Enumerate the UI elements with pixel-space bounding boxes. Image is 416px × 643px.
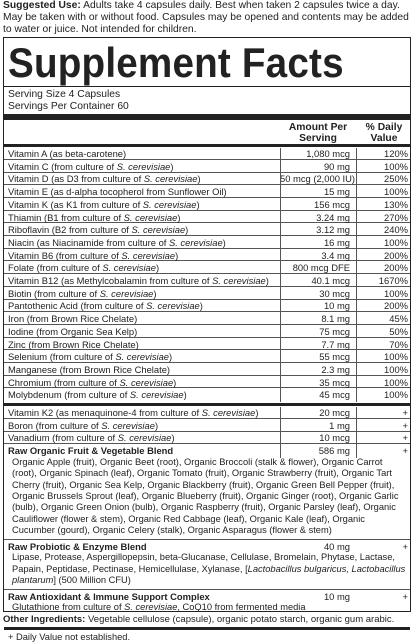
nutrient-daily-value: 100% bbox=[384, 160, 408, 172]
antioxidant-species: S. cerevisiae bbox=[124, 602, 178, 613]
nutrient-daily-value: 200% bbox=[384, 262, 408, 274]
nutrient-amount: 800 mcg DFE bbox=[292, 262, 350, 274]
fruit-vegetable-blend-header-row bbox=[4, 445, 410, 457]
nutrient-amount: 40.1 mcg bbox=[311, 275, 350, 286]
nutrient-name: Vitamin E (as d-alpha tocopherol from Sunflower Oil) bbox=[8, 186, 227, 198]
nutrient-name: Vitamin K (as K1 from culture of S. cerevisiae) bbox=[8, 198, 200, 210]
nutrient-row bbox=[4, 407, 410, 419]
antioxidant-immune-complex-header-row bbox=[4, 591, 410, 603]
nutrient-species: S. cerevisiae bbox=[169, 236, 223, 248]
nutrient-amount: 8.1 mg bbox=[321, 313, 350, 325]
thick-rule-header bbox=[4, 144, 410, 147]
nutrient-name: Vitamin C (from culture of S. cerevisiae) bbox=[8, 160, 174, 172]
nutrient-daily-value: + bbox=[402, 419, 408, 431]
nutrient-amount: 15 mg bbox=[323, 186, 350, 198]
header-amount-per-serving bbox=[280, 122, 356, 144]
nutrient-daily-value: 100% bbox=[384, 236, 408, 248]
nutrient-daily-value: 100% bbox=[384, 389, 408, 401]
thick-rule-bottom bbox=[4, 627, 410, 630]
nutrient-row bbox=[4, 262, 410, 274]
fruit-vegetable-blend-amount: 586 mg bbox=[318, 445, 350, 457]
nutrient-name: Zinc (from Brown Rice Chelate) bbox=[8, 338, 139, 350]
nutrient-row bbox=[4, 275, 410, 287]
nutrient-row bbox=[4, 186, 410, 198]
antioxidant-immune-complex-ingredients: Glutathione from culture of S. cerevisiae, CoQ10 from fermented media bbox=[12, 602, 306, 613]
nutrient-row bbox=[4, 161, 410, 173]
header-dv-line2: Value bbox=[370, 133, 398, 144]
title-rule bbox=[4, 86, 410, 87]
other-ingredients-text: Vegetable cellulose (capsule), organic potato starch, organic gum arabic. bbox=[87, 614, 395, 625]
antioxidant-immune-complex-name: Raw Antioxidant & Immune Support Complex bbox=[8, 590, 210, 602]
suggested-use-text bbox=[3, 0, 413, 35]
nutrient-daily-value: 250% bbox=[384, 173, 408, 185]
panel-title: Supplement Facts bbox=[8, 39, 344, 86]
nutrient-species: S. cerevisiae bbox=[131, 224, 186, 236]
nutrient-name: Molybdenum (from culture of S. cerevisiae) bbox=[8, 389, 187, 401]
fruit-vegetable-blend-separator bbox=[4, 539, 410, 540]
column-divider bbox=[356, 407, 357, 458]
nutrient-species: S. cerevisiae bbox=[99, 287, 154, 299]
fruit-vegetable-blend-ingredients: Organic Apple (fruit), Organic Beet (root), Organic Broccoli (stalk & flower), Organic Carrot (root), Organic Spinach (leaf), Organic Tomato (fruit), Organic Strawberry (fruit), Organic Tart Cherry (fruit), Organic Sea Kelp, Organic Blackberry (fruit), Organic Green Bell Pepper (fruit), Organic Brussels Sprout (leaf), Organic Blueberry (fruit), Organic Ginger (root), Organic Garlic (bulb), Organic Green Onion (bulb), Organic Raspberry (fruit), Organic Parsley (leaf), Organic Cauliflower (flower & stem), Organic Red Cabbage (leaf), Organic Kale (leaf), Organic Cucumber (gourd), Organic Celery (stalk), Organic Asparagus (flower & stem) bbox=[12, 456, 399, 536]
nutrient-amount: 35 mcg bbox=[319, 376, 350, 388]
nutrient-amount: 20 mcg bbox=[319, 407, 350, 418]
nutrient-amount: 75 mcg bbox=[319, 325, 350, 337]
nutrient-daily-value: 130% bbox=[384, 198, 408, 210]
nutrient-species: S. cerevisiae bbox=[121, 249, 176, 261]
nutrient-name: Boron (from culture of S. cerevisiae) bbox=[8, 419, 159, 431]
servings-per-container: Servings Per Container 60 bbox=[8, 101, 129, 112]
nutrient-name: Selenium (from culture of S. cerevisiae) bbox=[8, 351, 173, 363]
nutrient-daily-value: 50% bbox=[389, 325, 408, 337]
footnote: + Daily Value not established. bbox=[8, 632, 131, 642]
nutrient-amount: 3.24 mg bbox=[316, 211, 350, 223]
nutrient-name: Folate (from culture of S. cerevisiae) bbox=[8, 262, 160, 274]
nutrient-amount: 10 mg bbox=[323, 300, 350, 312]
nutrient-amount: 10 mcg bbox=[319, 432, 350, 444]
nutrient-row bbox=[4, 326, 410, 338]
nutrient-name: Pantothenic Acid (from culture of S. cerevisiae) bbox=[8, 300, 203, 312]
nutrient-name: Iron (from Brown Rice Chelate) bbox=[8, 313, 138, 325]
nutrient-row bbox=[4, 199, 410, 211]
nutrient-daily-value: 70% bbox=[389, 338, 408, 350]
nutrient-species: S. cerevisiae bbox=[119, 376, 174, 388]
nutrient-daily-value: 45% bbox=[389, 313, 408, 325]
nutrient-row bbox=[4, 288, 410, 300]
nutrient-species: S. cerevisiae bbox=[116, 160, 171, 172]
nutrient-daily-value: 100% bbox=[384, 376, 408, 388]
nutrient-amount: 1,080 mcg bbox=[306, 148, 350, 159]
nutrient-species: S. cerevisiae bbox=[101, 419, 155, 431]
nutrient-species: S. cerevisiae bbox=[102, 262, 156, 274]
nutrient-amount: 1 mg bbox=[329, 419, 350, 431]
nutrient-row bbox=[4, 212, 410, 224]
nutrient-amount: 55 mcg bbox=[319, 351, 350, 363]
nutrient-amount: 2.3 mg bbox=[321, 363, 350, 375]
nutrient-daily-value: 100% bbox=[384, 363, 408, 375]
nutrient-daily-value: 1670% bbox=[378, 275, 408, 286]
nutrient-row bbox=[4, 250, 410, 262]
nutrient-name: Niacin (as Niacinamide from culture of S. cerevisiae) bbox=[8, 236, 226, 248]
nutrient-row bbox=[4, 148, 410, 160]
nutrient-amount: 30 mcg bbox=[319, 287, 350, 299]
nutrient-row bbox=[4, 313, 410, 325]
nutrient-row bbox=[4, 351, 410, 363]
nutrient-amount: 3.12 mg bbox=[316, 224, 350, 236]
nutrient-row bbox=[4, 432, 410, 444]
nutrient-row bbox=[4, 173, 410, 185]
probiotic-enzyme-blend-name: Raw Probiotic & Enzyme Blend bbox=[8, 540, 147, 552]
nutrient-amount: 50 mcg (2,000 IU) bbox=[280, 173, 356, 185]
probiotic-enzyme-blend-ingredients: Lipase, Protease, Aspergillopepsin, beta-Glucanase, Cellulase, Bromelain, Phytase, Lactase, Papain, Peptidase, Pectinase, Hemicellulase, Xylanase, [Lactobacillus bulgaricus, Lactobacillus plantarum] (500 Million CFU) bbox=[12, 552, 406, 586]
column-divider bbox=[280, 148, 281, 402]
nutrient-species: S. cerevisiae bbox=[129, 389, 184, 401]
antioxidant-immune-complex-amount: 10 mg bbox=[323, 590, 350, 602]
nutrient-amount: 16 mg bbox=[323, 236, 350, 248]
nutrient-daily-value: 100% bbox=[384, 186, 408, 198]
nutrient-row bbox=[4, 237, 410, 249]
nutrient-amount: 45 mcg bbox=[319, 389, 350, 401]
probiotic-enzyme-blend-amount: 40 mg bbox=[323, 540, 350, 552]
fruit-vegetable-blend-daily-value: + bbox=[402, 445, 408, 457]
nutrient-row bbox=[4, 364, 410, 376]
nutrient-daily-value: 200% bbox=[384, 300, 408, 312]
nutrient-name: Vitamin A (as beta-carotene) bbox=[8, 148, 127, 159]
header-amount-line1: Amount Per bbox=[288, 122, 348, 133]
header-dv-line1: % Daily bbox=[365, 122, 403, 133]
suggested-use-body: Adults take 4 capsules daily. Best when taken 2 capsules twice a day. May be taken with or without food. Capsules may be opened and contents may be added to water or juice. Not intended for children. bbox=[3, 0, 409, 35]
nutrient-species: S. cerevisiae bbox=[143, 173, 198, 185]
nutrient-daily-value: 240% bbox=[384, 224, 408, 236]
header-amount-line2: Serving bbox=[299, 133, 337, 144]
nutrient-name: Iodine (from Organic Sea Kelp) bbox=[8, 325, 138, 337]
thick-rule-middle bbox=[4, 403, 410, 406]
nutrient-amount: 90 mg bbox=[323, 160, 350, 172]
nutrient-species: S. cerevisiae bbox=[117, 432, 172, 444]
serving-size: Serving Size 4 Capsules bbox=[8, 89, 121, 100]
nutrient-species: S. cerevisiae bbox=[201, 407, 256, 418]
nutrient-amount: 7.7 mg bbox=[321, 338, 350, 350]
nutrient-daily-value: 120% bbox=[384, 148, 408, 159]
other-ingredients bbox=[3, 614, 413, 625]
column-divider bbox=[356, 148, 357, 402]
antioxidant-immune-complex-daily-value: + bbox=[402, 590, 408, 602]
nutrient-name: Manganese (from Brown Rice Chelate) bbox=[8, 363, 171, 375]
fruit-vegetable-blend-name: Raw Organic Fruit & Vegetable Blend bbox=[8, 445, 174, 457]
probiotic-strains: Lactobacillus bulgaricus, Lactobacillus plantarum bbox=[12, 563, 406, 586]
suggested-use-label: Suggested Use: bbox=[3, 0, 81, 11]
nutrient-name: Thiamin (B1 from culture of S. cerevisiae) bbox=[8, 211, 181, 223]
nutrient-daily-value: 200% bbox=[384, 249, 408, 261]
nutrient-name: Vitamin K2 (as menaquinone-4 from culture of S. cerevisiae) bbox=[8, 407, 259, 418]
nutrient-species: S. cerevisiae bbox=[123, 211, 178, 223]
thick-rule-top bbox=[4, 114, 410, 120]
nutrient-name: Chromium (from culture of S. cerevisiae) bbox=[8, 376, 177, 388]
probiotic-enzyme-blend-separator bbox=[4, 589, 410, 590]
nutrient-daily-value: + bbox=[402, 407, 408, 418]
nutrient-row bbox=[4, 339, 410, 351]
nutrient-row bbox=[4, 224, 410, 236]
nutrient-name: Vanadium (from culture of S. cerevisiae) bbox=[8, 432, 175, 444]
nutrient-species: S. cerevisiae bbox=[115, 351, 170, 363]
nutrient-daily-value: 100% bbox=[384, 287, 408, 299]
column-divider bbox=[280, 407, 281, 458]
nutrient-name: Biotin (from culture of S. cerevisiae) bbox=[8, 287, 157, 299]
other-ingredients-label: Other Ingredients: bbox=[3, 614, 86, 625]
nutrient-row bbox=[4, 420, 410, 432]
nutrient-row bbox=[4, 377, 410, 389]
nutrient-name: Vitamin D (as D3 from culture of S. cerevisiae) bbox=[8, 173, 201, 185]
nutrient-species: S. cerevisiae bbox=[142, 198, 197, 210]
nutrient-amount: 156 mcg bbox=[314, 198, 350, 210]
nutrient-daily-value: 270% bbox=[384, 211, 408, 223]
nutrient-species: S. cerevisiae bbox=[146, 300, 200, 312]
nutrient-species: S. cerevisiae bbox=[212, 275, 266, 286]
probiotic-enzyme-blend-daily-value: + bbox=[402, 540, 408, 552]
nutrient-row bbox=[4, 389, 410, 401]
nutrient-name: Vitamin B6 (from culture of S. cerevisiae) bbox=[8, 249, 179, 261]
nutrient-name: Riboflavin (B2 from culture of S. cerevisiae) bbox=[8, 224, 189, 236]
nutrient-row bbox=[4, 300, 410, 312]
nutrient-name: Vitamin B12 (as Methylcobalamin from culture of S. cerevisiae) bbox=[8, 275, 269, 286]
nutrient-amount: 3.4 mg bbox=[321, 249, 350, 261]
nutrient-daily-value: + bbox=[402, 432, 408, 444]
header-daily-value bbox=[356, 122, 412, 144]
probiotic-enzyme-blend-header-row bbox=[4, 541, 410, 553]
nutrient-daily-value: 100% bbox=[384, 351, 408, 363]
